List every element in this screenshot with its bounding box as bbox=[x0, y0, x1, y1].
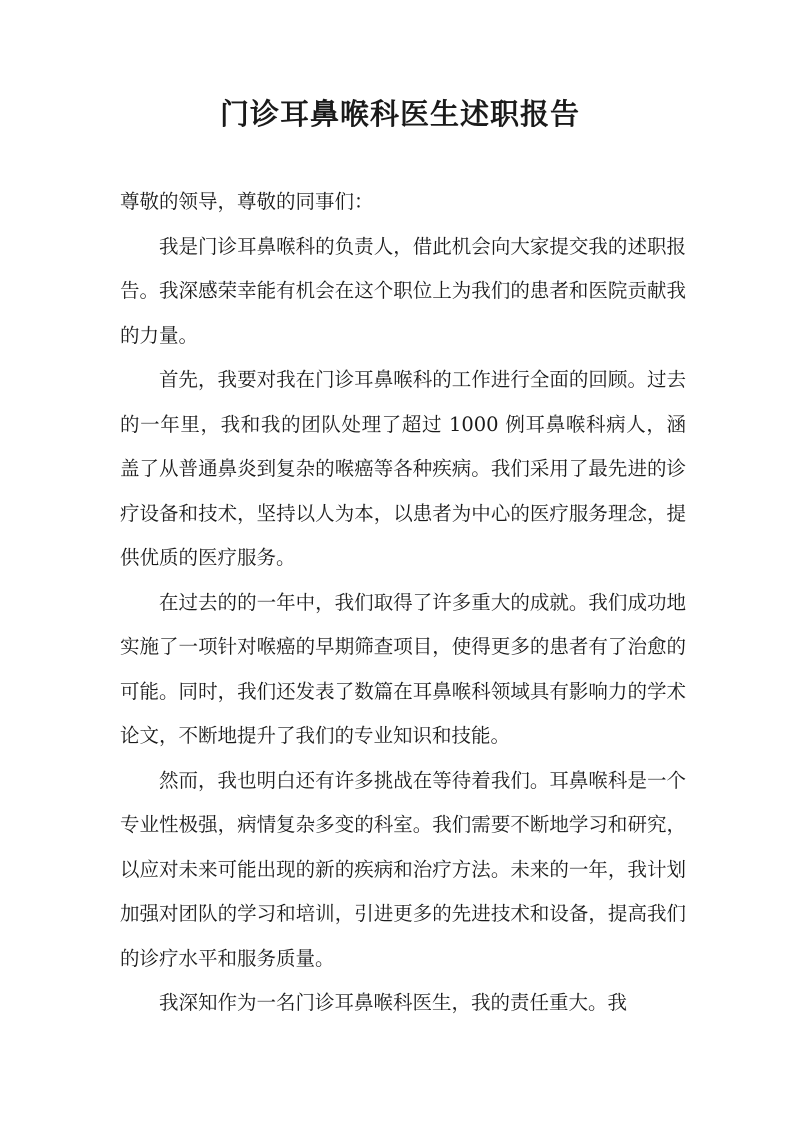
paragraph-2: 首先，我要对我在门诊耳鼻喉科的工作进行全面的回顾。过去的一年里，我和我的团队处理了超过 1000 例耳鼻喉科病人，涵盖了从普通鼻炎到复杂的喉癌等各种疾病。我们采用了最先进的诊疗设备和技术，坚持以人为本，以患者为中心的医疗服务理念，提供优质的医疗服务。 bbox=[120, 368, 686, 569]
salutation: 尊敬的领导，尊敬的同事们： bbox=[120, 190, 374, 213]
paragraph-1: 我是门诊耳鼻喉科的负责人，借此机会向大家提交我的述职报告。我深感荣幸能有机会在这个职位上为我们的患者和医院贡献我的力量。 bbox=[120, 234, 686, 347]
paragraph-3: 在过去的的一年中，我们取得了许多重大的成就。我们成功地实施了一项针对喉癌的早期筛查项目，使得更多的患者有了治愈的可能。同时，我们还发表了数篇在耳鼻喉科领域具有影响力的学术论文，不断地提升了我们的专业知识和技能。 bbox=[120, 590, 686, 747]
paragraph-5: 我深知作为一名门诊耳鼻喉科医生，我的责任重大。我 bbox=[159, 991, 628, 1014]
page-title: 门诊耳鼻喉科医生述职报告 bbox=[219, 97, 580, 131]
document-body bbox=[120, 180, 686, 1026]
paragraph-4: 然而，我也明白还有许多挑战在等待着我们。耳鼻喉科是一个专业性极强，病情复杂多变的科室。我们需要不断地学习和研究，以应对未来可能出现的新的疾病和治疗方法。未来的一年，我计划加强对团队的学习和培训，引进更多的先进技术和设备，提高我们的诊疗水平和服务质量。 bbox=[120, 768, 686, 970]
